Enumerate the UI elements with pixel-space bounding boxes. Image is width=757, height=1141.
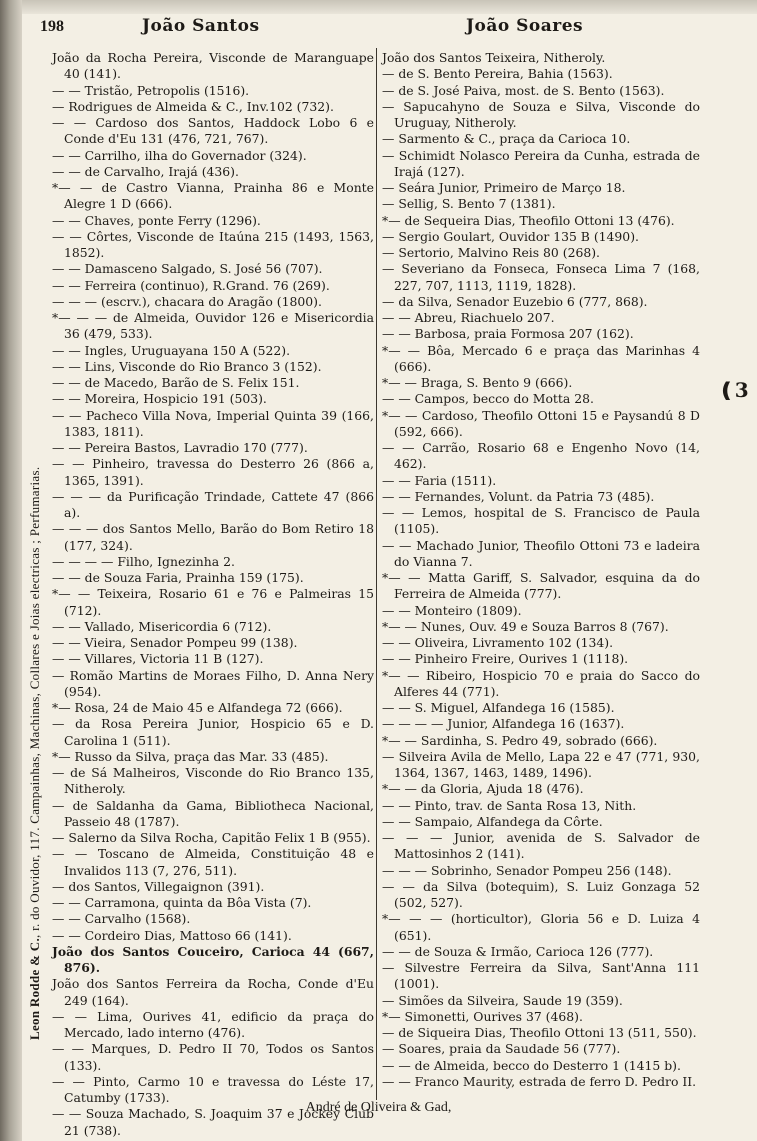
directory-entry: — — Faria (1511). [382,472,497,488]
directory-entry: — — da Silva (botequim), S. Luiz Gonzaga 52 (502, 527). [382,878,700,910]
directory-entry: João dos Santos Teixeira, Nitheroly. [382,50,606,65]
page-top-edge [22,0,757,14]
directory-entry: — dos Santos, Villegaignon (391). [52,878,265,894]
directory-entry: — Sapucahyno de Souza e Silva, Visconde do Uruguay, Nitheroly. [382,98,700,130]
directory-entry: *— — Teixeira, Rosario 61 e 76 e Palmeiras 15 (712). [52,586,374,618]
directory-entry: — da Silva, Senador Euzebio 6 (777, 868). [382,293,648,309]
directory-entry: — — S. Miguel, Alfandega 16 (1585). [382,700,615,715]
directory-entry: — — Lins, Visconde do Rio Branco 3 (152). [52,358,322,374]
directory-entry: — Rodrigues de Almeida & C., Inv.102 (732). [52,98,334,114]
directory-entry: — da Rosa Pereira Junior, Hospicio 65 e D. Carolina 1 (511). [52,716,374,748]
book-spine-shadow [0,0,22,1141]
directory-entry: *— — Ribeiro, Hospicio 70 e praia do Sacco do Alferes 44 (771). [382,667,700,699]
directory-entry: — — Carrilho, ilha do Governador (324). [52,147,307,163]
directory-entry: — Seára Junior, Primeiro de Março 18. [382,180,626,195]
directory-entry: *— — Cardoso, Theofilo Ottoni 15 e Paysandú 8 D (592, 666). [382,407,700,439]
directory-entry: — Simões da Silveira, Saude 19 (359). [382,992,623,1008]
side-ad-firm: Leon Rodde & C. [27,937,42,1040]
directory-entry: — Severiano da Fonseca, Fonseca Lima 7 (168, 227, 707, 1113, 1119, 1828). [382,261,700,293]
directory-entry: — — Ingles, Uruguayana 150 A (522). [52,342,291,358]
column-divider [376,48,377,1100]
directory-entry: — — — (escrv.), chacara do Aragão (1800). [52,293,322,309]
directory-entry: — — Abreu, Riachuelo 207. [382,310,555,325]
directory-entry: — — Carrão, Rosario 68 e Engenho Novo (14, 462). [382,440,700,472]
directory-entry: *— Rosa, 24 de Maio 45 e Alfandega 72 (666). [52,700,343,715]
directory-entry: — — Machado Junior, Theofilo Ottoni 73 e ladeira do Vianna 7. [382,537,700,569]
directory-entry: *— — Sardinha, S. Pedro 49, sobrado (666). [382,732,658,748]
directory-entry: — — Sampaio, Alfandega da Côrte. [382,813,603,829]
left-column [52,50,374,1139]
directory-entry: — — Villares, Victoria 11 B (127). [52,651,264,667]
directory-entry: *— Russo da Silva, praça das Mar. 33 (485). [52,748,329,764]
directory-entry: — — Lemos, hospital de S. Francisco de Paula (1105). [382,505,700,537]
directory-entry: — Salerno da Silva Rocha, Capitão Felix 1 B (955). [52,830,371,845]
directory-entry: — — Tristão, Petropolis (1516). [52,82,250,98]
directory-entry: — — Souza Machado, S. Joaquim 37 e Jockey Club 21 (738). [52,1106,374,1138]
directory-entry: — — Carvalho (1568). [52,911,191,927]
directory-entry: — — Pacheco Villa Nova, Imperial Quinta 39 (166, 1383, 1811). [52,407,374,439]
directory-entry: — — Côrtes, Visconde de Itaúna 215 (1493, 1563, 1852). [52,228,374,260]
right-column [382,50,700,1090]
directory-entry: *— — de Castro Vianna, Prainha 86 e Monte Alegre 1 D (666). [52,180,374,212]
directory-entry: — — Barbosa, praia Formosa 207 (162). [382,326,634,342]
directory-entry: — — Vallado, Misericordia 6 (712). [52,618,272,634]
directory-entry: — — de Carvalho, Irajá (436). [52,163,239,179]
directory-entry: — — Ferreira (continuo), R.Grand. 76 (269). [52,277,330,293]
directory-entry: — — Pinheiro Freire, Ourives 1 (1118). [382,651,629,667]
directory-entry: — — Pinto, trav. de Santa Rosa 13, Nith. [382,797,637,813]
directory-entry: — — Fernandes, Volunt. da Patria 73 (485). [382,488,655,504]
directory-entry: — Silveira Avila de Mello, Lapa 22 e 47 (771, 930, 1364, 1367, 1463, 1489, 1496). [382,748,700,780]
directory-entry: — — Toscano de Almeida, Constituição 48 e Invalidos 113 (7, 276, 511). [52,846,374,878]
directory-entry: *— de Sequeira Dias, Theofilo Ottoni 13 (476). [382,212,675,228]
directory-entry: — — Monteiro (1809). [382,602,522,618]
directory-entry: — — — Sobrinho, Senador Pompeu 256 (148). [382,862,672,878]
directory-entry: — Sarmento & C., praça da Carioca 10. [382,131,631,147]
directory-entry: — de Siqueira Dias, Theofilo Ottoni 13 (511, 550). [382,1025,697,1040]
directory-entry: — — de Macedo, Barão de S. Felix 151. [52,375,300,390]
directory-entry: — — de Souza Faria, Prainha 159 (175). [52,570,304,585]
directory-entry: João da Rocha Pereira, Visconde de Maranguape 40 (141). [52,50,374,82]
directory-entry: — — Damasceno Salgado, S. José 56 (707). [52,261,323,277]
directory-entry: — Sertorio, Malvino Reis 80 (268). [382,245,600,260]
side-ad-text: , r. do Ouvidor, 117. Campainhas, Machinas, Collares e Joias electricas ; Perfumarias. [27,466,42,938]
margin-mark-icon: ❪3 [718,378,749,402]
directory-entry: João dos Santos Ferreira da Rocha, Conde d'Eu 249 (164). [52,976,374,1008]
directory-entry: — de Saldanha da Gama, Bibliotheca Nacional, Passeio 48 (1787). [52,797,374,829]
directory-entry: *— Simonetti, Ourives 37 (468). [382,1008,583,1024]
directory-entry: — de S. José Paiva, most. de S. Bento (1563). [382,82,665,98]
directory-entry: — — — — Filho, Ignezinha 2. [52,553,235,569]
directory-entry: — de S. Bento Pereira, Bahia (1563). [382,66,613,82]
directory-entry: — — de Souza & Irmão, Carioca 126 (777). [382,943,654,959]
running-head-left: João Santos [142,16,260,36]
directory-entry: — — Moreira, Hospicio 191 (503). [52,391,267,407]
directory-entry: — — — dos Santos Mello, Barão do Bom Retiro 18 (177, 324). [52,521,374,553]
directory-entry: — — Lima, Ourives 41, edificio da praça do Mercado, lado interno (476). [52,1008,374,1040]
directory-entry: — — Cordeiro Dias, Mattoso 66 (141). [52,927,292,943]
directory-entry: — de Sá Malheiros, Visconde do Rio Branco 135, Nitheroly. [52,765,374,797]
directory-entry: — — — — Junior, Alfandega 16 (1637). [382,716,625,732]
directory-entry: *— — — de Almeida, Ouvidor 126 e Misericordia 36 (479, 533). [52,310,374,342]
directory-entry: *— — Nunes, Ouv. 49 e Souza Barros 8 (767). [382,618,669,634]
directory-entry: — — Chaves, ponte Ferry (1296). [52,212,261,228]
directory-entry: — — Oliveira, Livramento 102 (134). [382,635,614,650]
directory-entry: — — Pinheiro, travessa do Desterro 26 (866 a, 1365, 1391). [52,456,374,488]
directory-entry: — — Marques, D. Pedro II 70, Todos os Santos (133). [52,1041,374,1073]
directory-entry: — Silvestre Ferreira da Silva, Sant'Anna 111 (1001). [382,960,700,992]
page-footer: André de Oliveira & Gad, [305,1100,452,1115]
directory-entry: *— — da Gloria, Ajuda 18 (476). [382,781,584,797]
directory-entry: — — Cardoso dos Santos, Haddock Lobo 6 e Conde d'Eu 131 (476, 721, 767). [52,115,374,147]
directory-entry: *— — Bôa, Mercado 6 e praça das Marinhas 4 (666). [382,342,700,374]
directory-entry: *— — — (horticultor), Gloria 56 e D. Luiza 4 (651). [382,911,700,943]
directory-entry: — — Pereira Bastos, Lavradio 170 (777). [52,440,308,455]
directory-entry: — Schimidt Nolasco Pereira da Cunha, estrada de Irajá (127). [382,147,700,179]
page-number: 198 [40,18,64,35]
directory-entry: — — Vieira, Senador Pompeu 99 (138). [52,635,298,650]
directory-entry: *— — Matta Gariff, S. Salvador, esquina da do Ferreira de Almeida (777). [382,570,700,602]
side-advertisement [27,467,43,1040]
directory-entry: — — Pinto, Carmo 10 e travessa do Léste 17, Catumby (1733). [52,1073,374,1105]
directory-entry: — — Campos, becco do Motta 28. [382,391,594,407]
directory-entry: — — — Junior, avenida de S. Salvador de Mattosinhos 2 (141). [382,830,700,862]
directory-entry: — — Franco Maurity, estrada de ferro D. Pedro II. [382,1073,697,1089]
directory-entry: João dos Santos Couceiro, Carioca 44 (667, 876). [52,943,374,975]
directory-entry: — Sergio Goulart, Ouvidor 135 B (1490). [382,228,639,244]
directory-entry: — — Carramona, quinta da Bôa Vista (7). [52,895,312,910]
directory-entry: — — de Almeida, becco do Desterro 1 (1415 b). [382,1057,681,1073]
directory-entry: *— — Braga, S. Bento 9 (666). [382,375,573,390]
directory-entry: — Soares, praia da Saudade 56 (777). [382,1041,621,1057]
directory-entry: — Sellig, S. Bento 7 (1381). [382,196,556,212]
directory-entry: — Romão Martins de Moraes Filho, D. Anna Nery (954). [52,667,374,699]
directory-entry: — — — da Purificação Trindade, Cattete 47 (866 a). [52,488,374,520]
running-head-right: João Soares [466,16,584,36]
